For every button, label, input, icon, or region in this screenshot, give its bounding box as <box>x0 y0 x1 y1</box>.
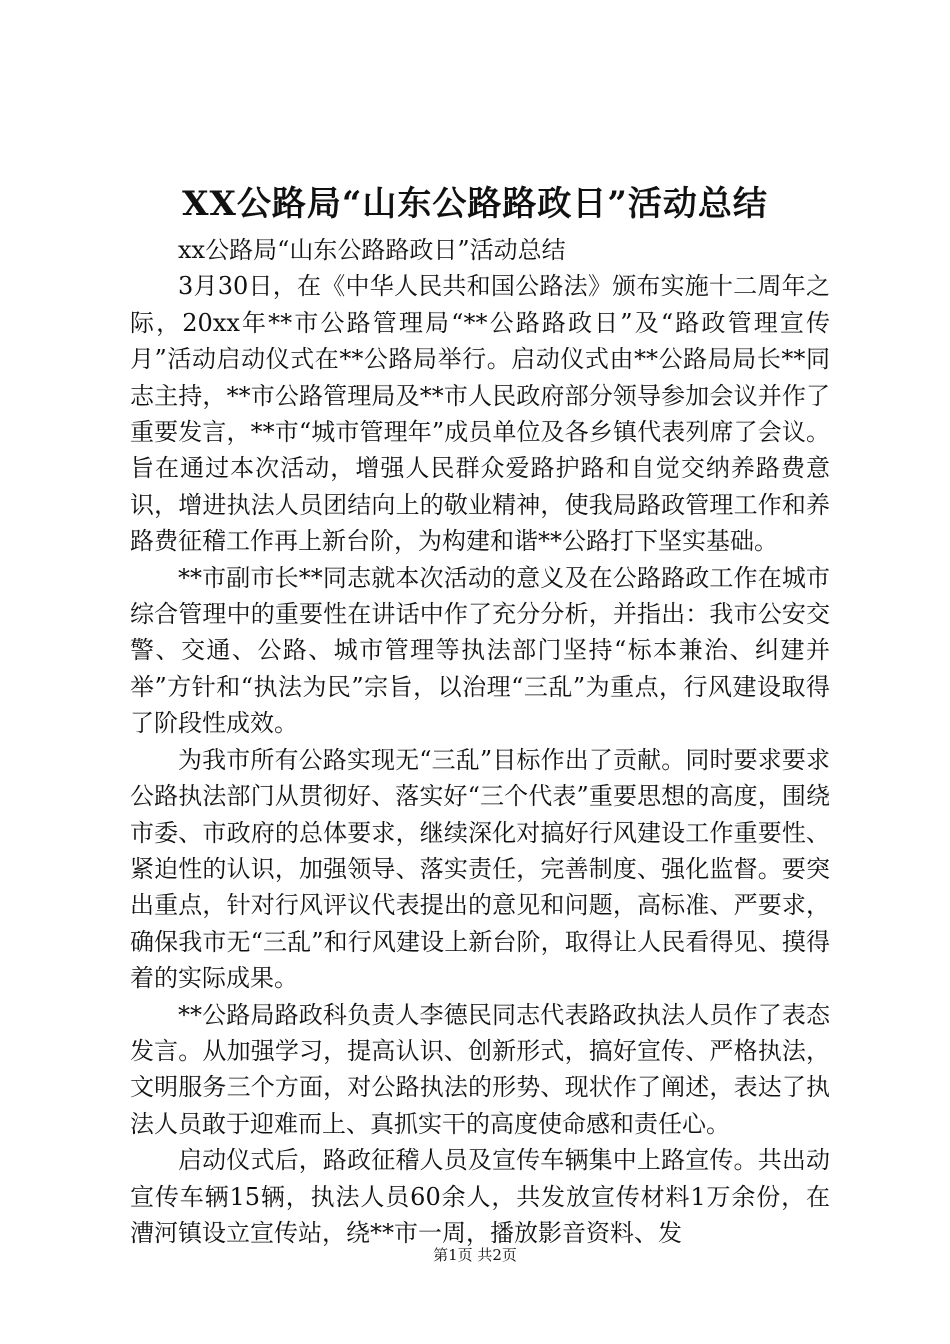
page-footer: 第1页 共2页 <box>433 1246 517 1264</box>
paragraph: **市副市长**同志就本次活动的意义及在公路路政工作在城市综合管理中的重要性在讲话中作了充分分析，并指出：我市公安交警、交通、公路、城市管理等执法部门坚持“标本兼治、纠建并举”方针和“执法为民”宗旨，以治理“三乱”为重点，行风建设取得了阶段性成效。 <box>130 563 830 738</box>
document-body <box>130 232 830 1251</box>
paragraph: **公路局路政科负责人李德民同志代表路政执法人员作了表态发言。从加强学习，提高认识、创新形式，搞好宣传、严格执法，文明服务三个方面，对公路执法的形势、现状作了阐述，表达了执法人员敢于迎难而上、真抓实干的高度使命感和责任心。 <box>130 1000 830 1138</box>
paragraph: 启动仪式后，路政征稽人员及宣传车辆集中上路宣传。共出动宣传车辆15辆，执法人员60余人，共发放宣传材料1万余份，在漕河镇设立宣传站，绕**市一周，播放影音资料、发 <box>130 1146 830 1247</box>
paragraph: 为我市所有公路实现无“三乱”目标作出了贡献。同时要求要求公路执法部门从贯彻好、落实好“三个代表”重要思想的高度，围绕市委、市政府的总体要求，继续深化对搞好行风建设工作重要性、紧迫性的认识，加强领导、落实责任，完善制度、强化监督。要突出重点，针对行风评议代表提出的意见和问题，高标准、严要求，确保我市无“三乱”和行风建设上新台阶，取得让人民看得见、摸得着的实际成果。 <box>130 745 830 993</box>
document-title: XX公路局“山东公路路政日”活动总结 <box>182 184 768 224</box>
paragraph: 3月30日，在《中华人民共和国公路法》颁布实施十二周年之际，20xx年**市公路管理局“**公路路政日”及“路政管理宣传月”活动启动仪式在**公路局举行。启动仪式由**公路局局长**同志主持，**市公路管理局及**市人民政府部分领导参加会议并作了重要发言，**市“城市管理年”成员单位及各乡镇代表列席了会议。旨在通过本次活动，增强人民群众爱路护路和自觉交纳养路费意识，增进执法人员团结向上的敬业精神，使我局路政管理工作和养路费征稽工作再上新台阶，为构建和谐**公路打下坚实基础。 <box>130 272 830 556</box>
paragraph: xx公路局“山东公路路政日”活动总结 <box>178 236 566 264</box>
